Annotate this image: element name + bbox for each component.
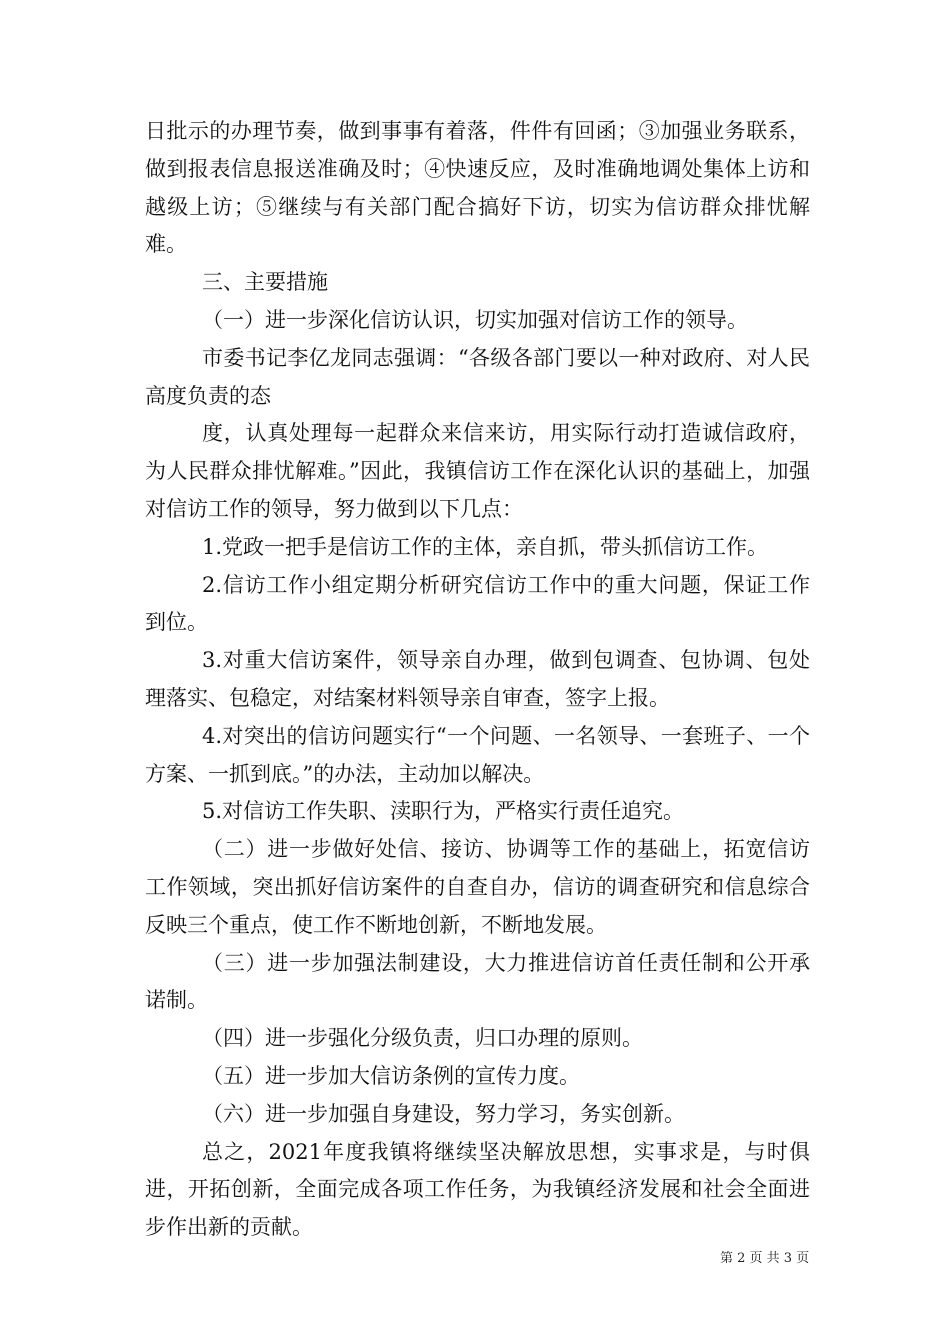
section-heading-main-measures: 三、主要措施 bbox=[202, 270, 328, 295]
conclusion-paragraph: 总之，2021年度我镇将继续坚决解放思想，实事求是，与时俱进，开拓创新，全面完成各项工作任务，为我镇经济发展和社会全面进步作出新的贡献。 bbox=[145, 1139, 810, 1240]
subheading-4: （四）进一步强化分级负责，归口办理的原则。 bbox=[202, 1026, 643, 1051]
list-item-4: 4.对突出的信访问题实行“一个问题、一名领导、一套班子、一个方案、一抓到底。”的办法，主动加以解决。 bbox=[145, 723, 810, 786]
paragraph-quote-end: 度，认真处理每一起群众来信来访，用实际行动打造诚信政府，为人民群众排忧解难。”因此，我镇信访工作在深化认识的基础上，加强对信访工作的领导，努力做到以下几点： bbox=[145, 421, 810, 521]
paragraph-quote-start: 市委书记李亿龙同志强调：“各级各部门要以一种对政府、对人民高度负责的态 bbox=[145, 345, 810, 408]
list-item-1: 1.党政一把手是信访工作的主体，亲自抓，带头抓信访工作。 bbox=[202, 534, 769, 559]
list-item-5: 5.对信访工作失职、渎职行为，严格实行责任追究。 bbox=[202, 799, 685, 824]
document-body bbox=[145, 113, 810, 1247]
page-number-footer: 第 2 页 共 3 页 bbox=[720, 1251, 810, 1266]
list-item-2: 2.信访工作小组定期分析研究信访工作中的重大问题，保证工作到位。 bbox=[145, 572, 810, 635]
list-item-3: 3.对重大信访案件，领导亲自办理，做到包调查、包协调、包处理落实、包稳定，对结案材料领导亲自审查，签字上报。 bbox=[145, 648, 810, 710]
subheading-6: （六）进一步加强自身建设，努力学习，务实创新。 bbox=[202, 1101, 685, 1126]
subheading-1: （一）进一步深化信访认识，切实加强对信访工作的领导。 bbox=[202, 307, 748, 332]
paragraph-1: 日批示的办理节奏，做到事事有着落，件件有回函；③加强业务联系，做到报表信息报送准确及时；④快速反应，及时准确地调处集体上访和越级上访；⑤继续与有关部门配合搞好下访，切实为信访群众排忧解难。 bbox=[145, 119, 810, 257]
subheading-3: （三）进一步加强法制建设，大力推进信访首任责任制和公开承诺制。 bbox=[145, 950, 810, 1013]
subheading-2: （二）进一步做好处信、接访、协调等工作的基础上，拓宽信访工作领域，突出抓好信访案件的自查自办，信访的调查研究和信息综合反映三个重点，使工作不断地创新，不断地发展。 bbox=[145, 837, 810, 937]
subheading-5: （五）进一步加大信访条例的宣传力度。 bbox=[202, 1063, 580, 1088]
